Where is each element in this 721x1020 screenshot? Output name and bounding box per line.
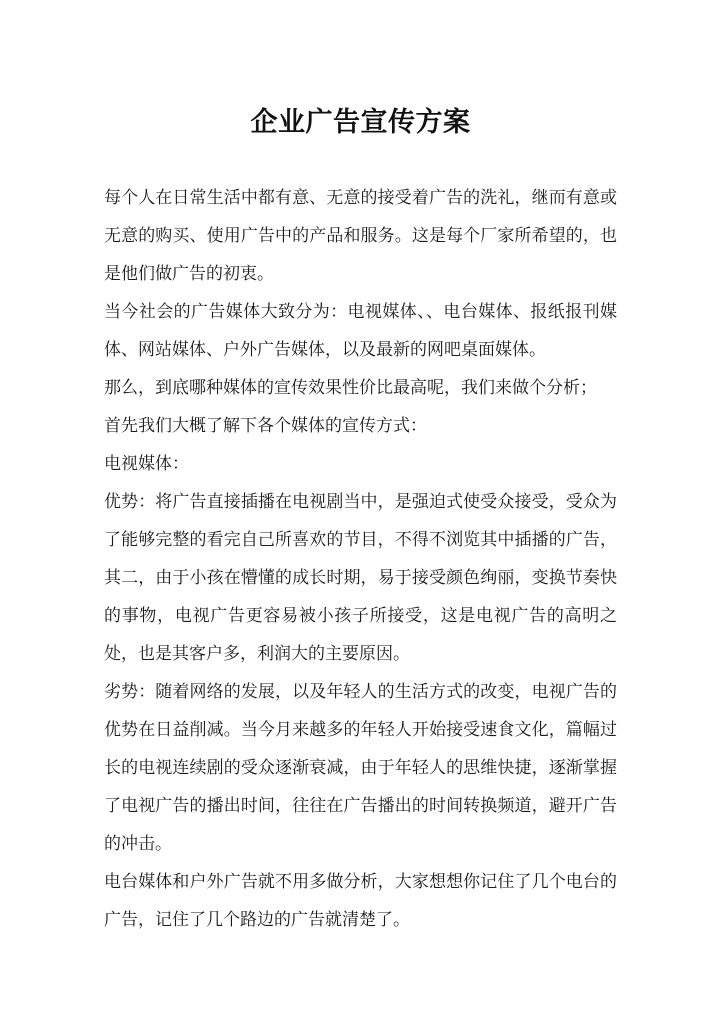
document-title: 企业广告宣传方案 (250, 107, 471, 138)
paragraph-intro: 每个人在日常生活中都有意、无意的接受着广告的洗礼，继而有意或无意的购买、使用广告中的产品和服务。这是每个厂家所希望的，也是他们做广告的初衷。 (104, 188, 617, 284)
paragraph-tv-advantages: 优势：将广告直接插播在电视剧当中，是强迫式使受众接受，受众为了能够完整的看完自己所喜欢的节目，不得不浏览其中插播的广告，其二，由于小孩在懵懂的成长时期，易于接受颜色绚丽，变换节奏快的事物，电视广告更容易被小孩子所接受，这是电视广告的高明之处，也是其客户多，利润大的主要原因。 (104, 492, 617, 664)
paragraph-overview-lead: 首先我们大概了解下各个媒体的宣传方式： (104, 416, 427, 436)
paragraph-tv-media-heading: 电视媒体： (104, 454, 189, 474)
paragraph-media-types: 当今社会的广告媒体大致分为：电视媒体、、电台媒体、报纸报刊媒体、网站媒体、户外广告媒体，以及最新的网吧桌面媒体。 (104, 302, 617, 360)
paragraph-tv-disadvantages: 劣势：随着网络的发展，以及年轻人的生活方式的改变，电视广告的优势在日益削减。当今月来越多的年轻人开始接受速食文化，篇幅过长的电视连续剧的受众逐渐衰减，由于年轻人的思维快捷，逐渐掌握了电视广告的播出时间，往往在广告播出的时间转换频道，避开广告的冲击。 (104, 682, 617, 854)
document-body (104, 179, 617, 939)
paragraph-radio-outdoor: 电台媒体和户外广告就不用多做分析，大家想想你记住了几个电台的广告，记住了几个路边的广告就清楚了。 (104, 872, 617, 930)
paragraph-question: 那么，到底哪种媒体的宣传效果性价比最高呢，我们来做个分析； (104, 378, 597, 398)
